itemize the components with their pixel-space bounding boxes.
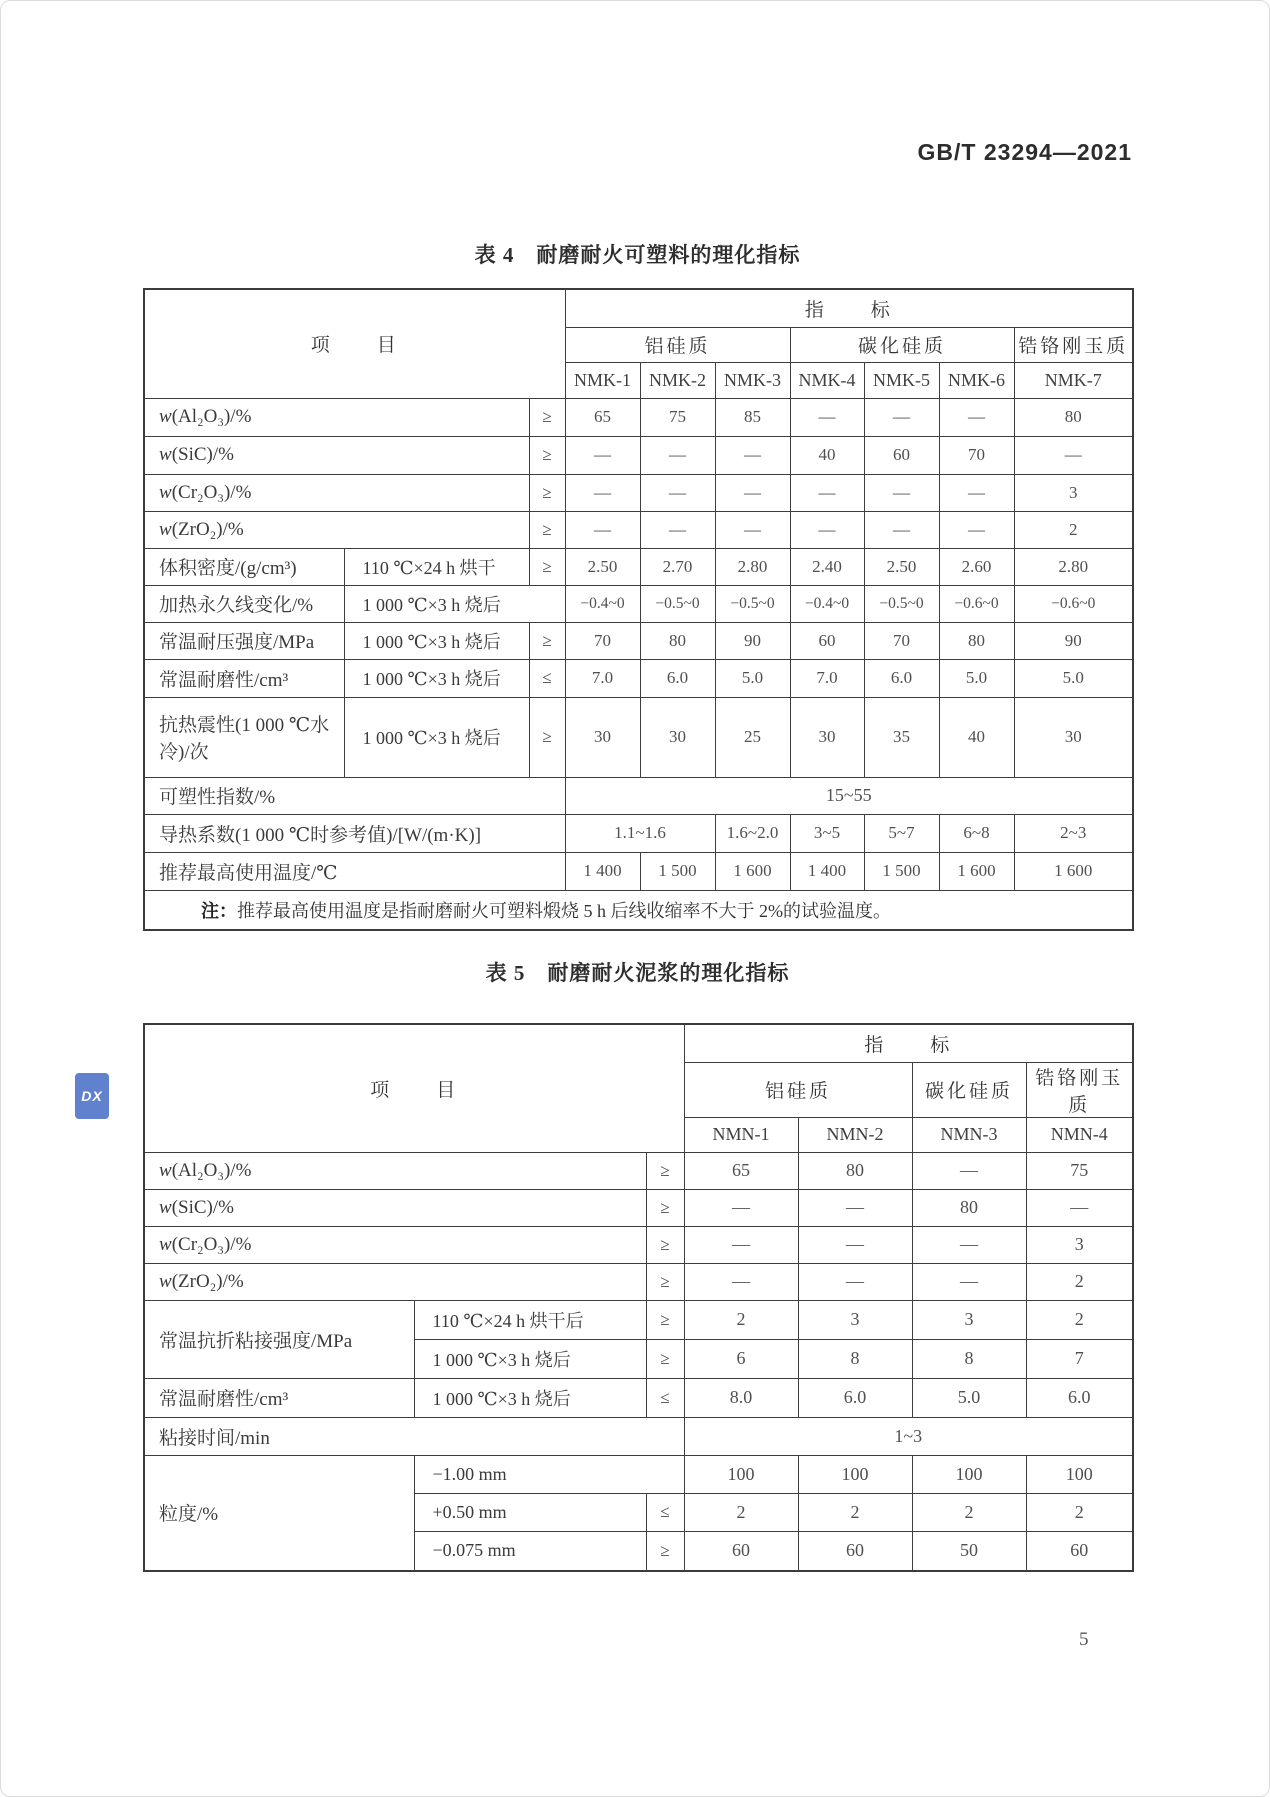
table-cell: 常温耐压强度/MPa: [144, 622, 344, 659]
table-row: [144, 1024, 1133, 1062]
table-cell: 导热系数(1 000 ℃时参考值)/[W/(m·K)]: [144, 814, 565, 852]
table-cell: NMN-3: [912, 1117, 1026, 1152]
table-cell: 2.80: [1014, 548, 1133, 585]
table-cell: 推荐最高使用温度/℃: [144, 852, 565, 890]
table-cell: ≥: [646, 1263, 684, 1300]
table-cell: —: [790, 474, 864, 511]
table-cell: w(ZrO₂)/%: [144, 511, 529, 548]
table-cell: +0.50 mm: [414, 1493, 646, 1531]
table-cell: ≥: [646, 1339, 684, 1378]
table-cell: 常温耐磨性/cm³: [144, 659, 344, 697]
table-cell: 6.0: [640, 659, 715, 697]
table-cell: w(SiC)/%: [144, 436, 529, 474]
table-cell: 抗热震性(1 000 ℃水冷)/次: [144, 697, 344, 777]
table-cell: —: [715, 436, 790, 474]
table-cell: ≥: [646, 1531, 684, 1571]
table-cell: 项 目: [144, 1024, 684, 1152]
table-cell: 5~7: [864, 814, 939, 852]
table-cell: NMK-5: [864, 362, 939, 398]
table-cell: 80: [640, 622, 715, 659]
table-cell: ≤: [646, 1378, 684, 1417]
table-cell: NMK-7: [1014, 362, 1133, 398]
table-cell: 6.0: [864, 659, 939, 697]
table-cell: NMK-4: [790, 362, 864, 398]
table-cell: —: [864, 398, 939, 436]
table-cell: 5.0: [1014, 659, 1133, 697]
table-cell: w(Al₂O₃)/%: [144, 398, 529, 436]
table-cell: 30: [640, 697, 715, 777]
table-cell: —: [1026, 1189, 1133, 1226]
table-cell: −0.4~0: [565, 585, 640, 622]
table-cell: 指 标: [684, 1024, 1133, 1062]
table-cell: −0.5~0: [640, 585, 715, 622]
table5-container: [143, 1023, 1134, 1572]
table-cell: 65: [565, 398, 640, 436]
table-cell: 35: [864, 697, 939, 777]
table-cell: 5.0: [715, 659, 790, 697]
table-cell: 1.6~2.0: [715, 814, 790, 852]
table-cell: NMK-6: [939, 362, 1014, 398]
table-cell: 2.40: [790, 548, 864, 585]
table-row: [144, 1455, 1133, 1493]
table-cell: —: [864, 474, 939, 511]
table-cell: 8: [912, 1339, 1026, 1378]
table-cell: ≥: [529, 622, 565, 659]
table-cell: NMK-1: [565, 362, 640, 398]
table-cell: —: [640, 511, 715, 548]
table-cell: 8: [798, 1339, 912, 1378]
table-cell: —: [912, 1263, 1026, 1300]
table-cell: 25: [715, 697, 790, 777]
table-cell: —: [565, 436, 640, 474]
table-cell: 常温抗折粘接强度/MPa: [144, 1300, 414, 1378]
page-number: 5: [1079, 1629, 1089, 1650]
table-cell: w(ZrO₂)/%: [144, 1263, 646, 1300]
table-row: [144, 890, 1133, 930]
table-cell: 铝硅质: [565, 327, 790, 362]
table-row: [144, 622, 1133, 659]
table-cell: −1.00 mm: [414, 1455, 684, 1493]
table-cell: 40: [790, 436, 864, 474]
table-cell: ≥: [529, 697, 565, 777]
table-cell: 30: [790, 697, 864, 777]
table-cell: 80: [939, 622, 1014, 659]
table-cell: 3: [1026, 1226, 1133, 1263]
table-cell: ≥: [529, 548, 565, 585]
table-cell: ≥: [646, 1226, 684, 1263]
table-cell: —: [715, 474, 790, 511]
table-cell: 15~55: [565, 777, 1133, 814]
table-cell: 70: [864, 622, 939, 659]
table-cell: 3~5: [790, 814, 864, 852]
table-cell: 2: [684, 1493, 798, 1531]
table-cell: 110 ℃×24 h 烘干: [344, 548, 529, 585]
table-cell: 6~8: [939, 814, 1014, 852]
table-cell: 2: [912, 1493, 1026, 1531]
table-cell: 2.70: [640, 548, 715, 585]
table-cell: ≤: [529, 659, 565, 697]
table-cell: NMN-1: [684, 1117, 798, 1152]
table-cell: 8.0: [684, 1378, 798, 1417]
table-cell: 2.80: [715, 548, 790, 585]
table-cell: −0.5~0: [715, 585, 790, 622]
table-cell: 铝硅质: [684, 1062, 912, 1117]
table-cell: 1 000 ℃×3 h 烧后: [344, 585, 565, 622]
table-cell: 60: [790, 622, 864, 659]
table-cell: 2: [684, 1300, 798, 1339]
table-cell: 2: [1026, 1493, 1133, 1531]
table-cell: 1 500: [640, 852, 715, 890]
table-cell: —: [684, 1226, 798, 1263]
table-cell: ≥: [529, 511, 565, 548]
table-cell: ≥: [529, 436, 565, 474]
table-row: [144, 1189, 1133, 1226]
table-cell: 体积密度/(g/cm³): [144, 548, 344, 585]
table-cell: —: [798, 1189, 912, 1226]
table-cell: 30: [1014, 697, 1133, 777]
table5-title: 表 5 耐磨耐火泥浆的理化指标: [485, 961, 790, 985]
table-cell: 40: [939, 697, 1014, 777]
table-cell: —: [864, 511, 939, 548]
table-row: [144, 289, 1133, 327]
table-row: [144, 548, 1133, 585]
table-cell: —: [790, 511, 864, 548]
table-cell: —: [565, 511, 640, 548]
table-cell: 2: [1014, 511, 1133, 548]
watermark-logo: DX: [75, 1073, 109, 1119]
table-row: [144, 474, 1133, 511]
table-cell: w(SiC)/%: [144, 1189, 646, 1226]
table-cell: 碳化硅质: [790, 327, 1014, 362]
table-cell: 1 600: [1014, 852, 1133, 890]
table-cell: —: [1014, 436, 1133, 474]
table-cell: w(Al₂O₃)/%: [144, 1152, 646, 1189]
table-cell: 1 400: [790, 852, 864, 890]
table-cell: 50: [912, 1531, 1026, 1571]
table-cell: 1 500: [864, 852, 939, 890]
table-cell: 70: [939, 436, 1014, 474]
table-row: [144, 436, 1133, 474]
table-cell: 1 000 ℃×3 h 烧后: [344, 697, 529, 777]
table-cell: 2~3: [1014, 814, 1133, 852]
table-cell: 1 600: [939, 852, 1014, 890]
table-cell: 6.0: [1026, 1378, 1133, 1417]
table-cell: 指 标: [565, 289, 1133, 327]
table-row: [144, 1300, 1133, 1339]
table-cell: NMK-2: [640, 362, 715, 398]
table-cell: —: [939, 511, 1014, 548]
table-cell: 1.1~1.6: [565, 814, 715, 852]
table-cell: 60: [864, 436, 939, 474]
table-cell: —: [565, 474, 640, 511]
table-row: [144, 1226, 1133, 1263]
table-cell: 1~3: [684, 1417, 1133, 1455]
table-cell: 3: [1014, 474, 1133, 511]
table-cell: 5.0: [939, 659, 1014, 697]
table-cell: 碳化硅质: [912, 1062, 1026, 1117]
table-cell: NMN-4: [1026, 1117, 1133, 1152]
table5-refractory-mortar-indexes: [143, 1023, 1134, 1572]
table-cell: —: [715, 511, 790, 548]
table4-title: 表 4 耐磨耐火可塑料的理化指标: [474, 243, 801, 267]
table-cell: 可塑性指数/%: [144, 777, 565, 814]
table-cell: 100: [912, 1455, 1026, 1493]
table-cell: 2: [798, 1493, 912, 1531]
table-cell: 5.0: [912, 1378, 1026, 1417]
table-cell: ≥: [646, 1300, 684, 1339]
table-cell: 75: [1026, 1152, 1133, 1189]
table-cell: —: [684, 1189, 798, 1226]
table-cell: —: [912, 1226, 1026, 1263]
table-cell: —: [798, 1226, 912, 1263]
table-row: [144, 659, 1133, 697]
table-cell: 85: [715, 398, 790, 436]
table-cell: —: [939, 398, 1014, 436]
table-cell: ≥: [529, 474, 565, 511]
table-cell: 1 000 ℃×3 h 烧后: [414, 1339, 646, 1378]
table-cell: —: [684, 1263, 798, 1300]
table-cell: 6: [684, 1339, 798, 1378]
table-row: [144, 1152, 1133, 1189]
table-cell: NMN-2: [798, 1117, 912, 1152]
table-cell: 7: [1026, 1339, 1133, 1378]
table-cell: 6.0: [798, 1378, 912, 1417]
table-cell: 7.0: [565, 659, 640, 697]
table4-plastic-refractory-indexes: [143, 288, 1134, 931]
table-cell: −0.075 mm: [414, 1531, 646, 1571]
table-cell: 90: [715, 622, 790, 659]
table-row: [144, 1417, 1133, 1455]
table-cell: 项 目: [144, 289, 565, 398]
table-cell: 常温耐磨性/cm³: [144, 1378, 414, 1417]
table-cell: 注：推荐最高使用温度是指耐磨耐火可塑料煅烧 5 h 后线收缩率不大于 2%的试验温度。: [144, 890, 1133, 930]
table-cell: 3: [912, 1300, 1026, 1339]
table-cell: −0.6~0: [939, 585, 1014, 622]
table-cell: 2.60: [939, 548, 1014, 585]
table-cell: ≤: [646, 1493, 684, 1531]
table-cell: 60: [798, 1531, 912, 1571]
table-row: [144, 852, 1133, 890]
table-cell: —: [798, 1263, 912, 1300]
table-cell: 60: [1026, 1531, 1133, 1571]
table-row: [144, 398, 1133, 436]
table-row: [144, 511, 1133, 548]
table-cell: 70: [565, 622, 640, 659]
table-cell: 60: [684, 1531, 798, 1571]
table-cell: 粘接时间/min: [144, 1417, 684, 1455]
table-cell: ≥: [646, 1152, 684, 1189]
table-cell: w(Cr₂O₃)/%: [144, 1226, 646, 1263]
table-cell: —: [939, 474, 1014, 511]
table-cell: 1 400: [565, 852, 640, 890]
table-cell: 75: [640, 398, 715, 436]
table-cell: ≥: [646, 1189, 684, 1226]
table-cell: 2.50: [565, 548, 640, 585]
table-row: [144, 585, 1133, 622]
table-row: [144, 814, 1133, 852]
table-cell: 2.50: [864, 548, 939, 585]
table-cell: —: [640, 436, 715, 474]
table-row: [144, 1263, 1133, 1300]
table-cell: 锆铬刚玉质: [1014, 327, 1133, 362]
table-cell: 65: [684, 1152, 798, 1189]
table-cell: 80: [1014, 398, 1133, 436]
table-cell: 1 000 ℃×3 h 烧后: [344, 659, 529, 697]
table-cell: 30: [565, 697, 640, 777]
table-cell: 80: [798, 1152, 912, 1189]
table-cell: —: [912, 1152, 1026, 1189]
table-cell: 2: [1026, 1300, 1133, 1339]
table-cell: —: [640, 474, 715, 511]
table-cell: 90: [1014, 622, 1133, 659]
table-cell: −0.6~0: [1014, 585, 1133, 622]
table-cell: 100: [684, 1455, 798, 1493]
table-cell: 3: [798, 1300, 912, 1339]
table-cell: 粒度/%: [144, 1455, 414, 1571]
table-cell: ≥: [529, 398, 565, 436]
table-cell: 2: [1026, 1263, 1133, 1300]
table-cell: 80: [912, 1189, 1026, 1226]
table-cell: 1 600: [715, 852, 790, 890]
table4-container: [143, 288, 1134, 931]
table-cell: 1 000 ℃×3 h 烧后: [344, 622, 529, 659]
table-cell: 100: [1026, 1455, 1133, 1493]
table-cell: —: [790, 398, 864, 436]
table-cell: −0.5~0: [864, 585, 939, 622]
standard-number: GB/T 23294—2021: [917, 139, 1132, 165]
table-cell: NMK-3: [715, 362, 790, 398]
table-row: [144, 1378, 1133, 1417]
table-cell: 加热永久线变化/%: [144, 585, 344, 622]
table-row: [144, 777, 1133, 814]
table-cell: 7.0: [790, 659, 864, 697]
table-row: [144, 697, 1133, 777]
table-cell: 110 ℃×24 h 烘干后: [414, 1300, 646, 1339]
table-cell: 锆铬刚玉质: [1026, 1062, 1133, 1117]
table-cell: w(Cr₂O₃)/%: [144, 474, 529, 511]
table-cell: 1 000 ℃×3 h 烧后: [414, 1378, 646, 1417]
table-cell: −0.4~0: [790, 585, 864, 622]
table-cell: 100: [798, 1455, 912, 1493]
